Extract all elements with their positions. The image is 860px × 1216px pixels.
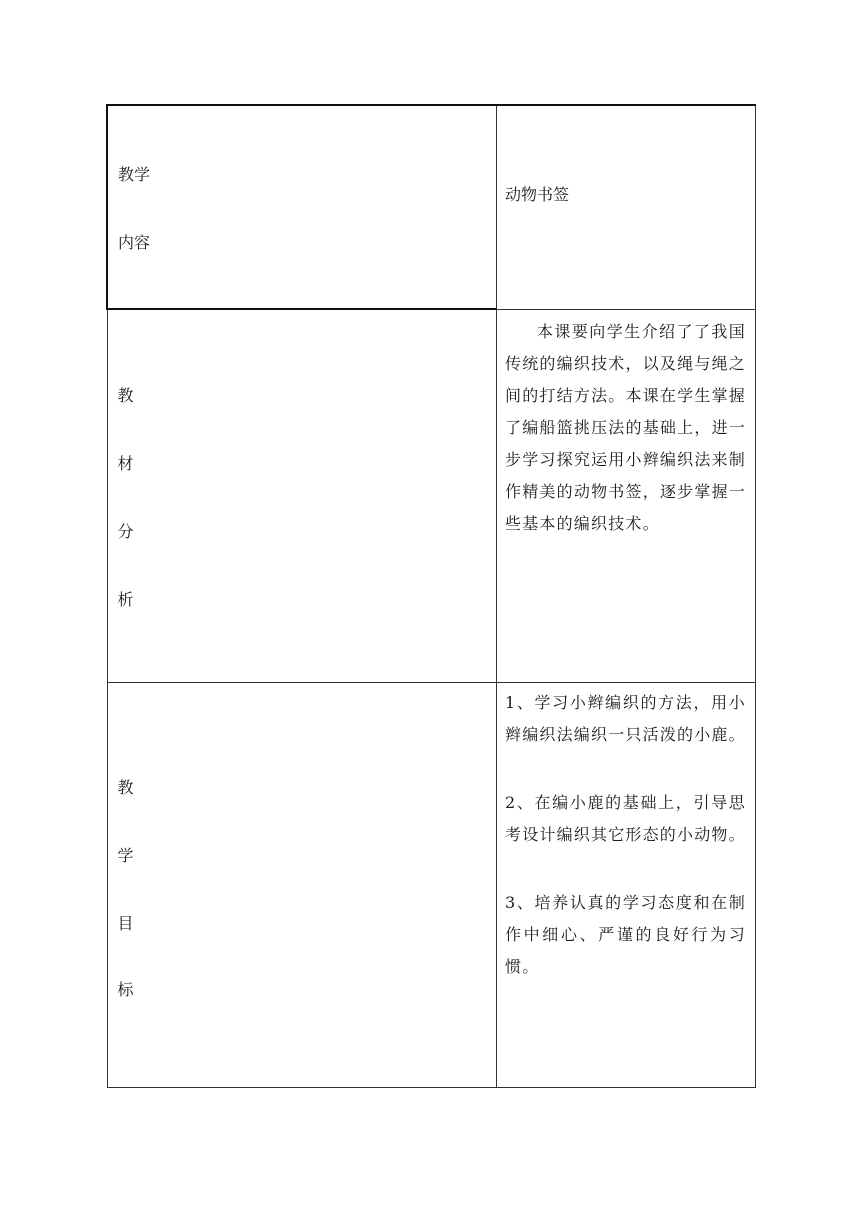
label-line: 标	[117, 980, 134, 999]
row-material-analysis	[107, 309, 756, 683]
label-line: 教	[117, 778, 134, 797]
row-teaching-content	[107, 105, 756, 309]
value-cell-material-analysis	[497, 309, 756, 683]
goal-item: 3、培养认真的学习态度和在制作中细心、严谨的良好行为习惯。	[505, 893, 746, 976]
material-analysis-text: 本课要向学生介绍了了我国传统的编织技术，以及绳与绳之间的打结方法。本课在学生掌握了编船篮挑压法的基础上，进一步学习探究运用小辫编织法来制作精美的动物书签，逐步掌握一些基本的编织技术。	[505, 321, 746, 533]
label-line: 教	[117, 386, 134, 405]
row-teaching-goals	[107, 683, 756, 1088]
label-line: 析	[117, 590, 134, 609]
label-cell-teaching-goals	[107, 683, 497, 1088]
label-line: 学	[117, 846, 134, 865]
label-line: 目	[117, 914, 134, 933]
label-line: 分	[117, 522, 134, 541]
goal-item: 2、在编小鹿的基础上，引导思考设计编织其它形态的小动物。	[505, 793, 746, 844]
lesson-plan-table	[106, 104, 756, 1088]
goal-item: 1、学习小辫编织的方法，用小辫编织法编织一只活泼的小鹿。	[505, 693, 746, 744]
label-line: 材	[117, 454, 134, 473]
label-cell-material-analysis	[107, 309, 497, 683]
value-cell-teaching-goals	[497, 683, 756, 1088]
label-line: 内容	[118, 233, 151, 252]
label-cell-teaching-content	[107, 105, 497, 309]
value-cell-teaching-content	[497, 105, 756, 309]
teaching-content-text: 动物书签	[505, 185, 570, 204]
label-line: 教学	[118, 165, 151, 184]
